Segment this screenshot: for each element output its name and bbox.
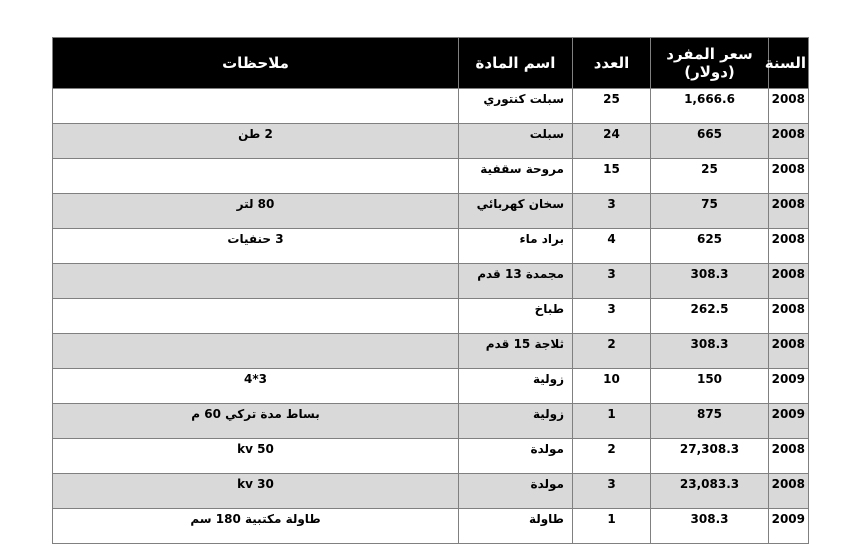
cell-unit-price: 625 bbox=[651, 229, 769, 264]
header-count: العدد bbox=[573, 38, 651, 89]
header-unit-price bbox=[651, 38, 769, 89]
cell-year: 2008 bbox=[769, 264, 809, 299]
cell-unit-price: 875 bbox=[651, 404, 769, 439]
table-row bbox=[53, 299, 809, 334]
cell-count: 2 bbox=[573, 439, 651, 474]
header-row bbox=[53, 38, 809, 89]
table-row bbox=[53, 264, 809, 299]
cell-count: 1 bbox=[573, 404, 651, 439]
cell-item: مجمدة 13 قدم bbox=[459, 264, 573, 299]
cell-item: مولدة bbox=[459, 474, 573, 509]
cell-notes bbox=[53, 159, 459, 194]
cell-count: 25 bbox=[573, 89, 651, 124]
cell-notes: 80 لتر bbox=[53, 194, 459, 229]
table-row bbox=[53, 334, 809, 369]
table-body bbox=[53, 89, 809, 544]
cell-count: 24 bbox=[573, 124, 651, 159]
header-unit-price-line2: (دولار) bbox=[684, 63, 735, 81]
cell-item: سخان كهربائي bbox=[459, 194, 573, 229]
cell-count: 15 bbox=[573, 159, 651, 194]
cell-year: 2008 bbox=[769, 194, 809, 229]
cell-year: 2008 bbox=[769, 474, 809, 509]
cell-item: زولية bbox=[459, 404, 573, 439]
cell-unit-price: 75 bbox=[651, 194, 769, 229]
cell-count: 10 bbox=[573, 369, 651, 404]
cell-unit-price: 665 bbox=[651, 124, 769, 159]
cell-count: 3 bbox=[573, 264, 651, 299]
cell-item: مولدة bbox=[459, 439, 573, 474]
cell-notes: 3 حنفيات bbox=[53, 229, 459, 264]
cell-year: 2009 bbox=[769, 509, 809, 544]
cell-notes: 30 kv bbox=[53, 474, 459, 509]
cell-count: 2 bbox=[573, 334, 651, 369]
cell-notes bbox=[53, 334, 459, 369]
equipment-table bbox=[52, 37, 809, 544]
cell-unit-price: 23,083.3 bbox=[651, 474, 769, 509]
cell-item: مروحة سقفية bbox=[459, 159, 573, 194]
cell-year: 2008 bbox=[769, 89, 809, 124]
cell-unit-price: 308.3 bbox=[651, 509, 769, 544]
table-row bbox=[53, 159, 809, 194]
table-row bbox=[53, 89, 809, 124]
cell-notes: بساط مدة تركي 60 م bbox=[53, 404, 459, 439]
cell-count: 3 bbox=[573, 194, 651, 229]
cell-count: 1 bbox=[573, 509, 651, 544]
cell-year: 2008 bbox=[769, 159, 809, 194]
cell-unit-price: 308.3 bbox=[651, 264, 769, 299]
table-row bbox=[53, 439, 809, 474]
table-row bbox=[53, 509, 809, 544]
cell-year: 2008 bbox=[769, 229, 809, 264]
table-row bbox=[53, 404, 809, 439]
cell-item: ثلاجة 15 قدم bbox=[459, 334, 573, 369]
table-row bbox=[53, 229, 809, 264]
cell-item: زولية bbox=[459, 369, 573, 404]
cell-year: 2008 bbox=[769, 439, 809, 474]
cell-notes bbox=[53, 299, 459, 334]
cell-unit-price: 1,666.6 bbox=[651, 89, 769, 124]
cell-year: 2008 bbox=[769, 124, 809, 159]
cell-notes bbox=[53, 264, 459, 299]
cell-unit-price: 308.3 bbox=[651, 334, 769, 369]
cell-notes: طاولة مكتبية 180 سم bbox=[53, 509, 459, 544]
cell-notes bbox=[53, 89, 459, 124]
cell-count: 3 bbox=[573, 474, 651, 509]
cell-year: 2008 bbox=[769, 334, 809, 369]
table-row bbox=[53, 194, 809, 229]
header-item: اسم المادة bbox=[459, 38, 573, 89]
cell-notes: 2 طن bbox=[53, 124, 459, 159]
table-row bbox=[53, 369, 809, 404]
table-row bbox=[53, 474, 809, 509]
header-notes: ملاحظات bbox=[53, 38, 459, 89]
cell-unit-price: 150 bbox=[651, 369, 769, 404]
cell-item: براد ماء bbox=[459, 229, 573, 264]
cell-unit-price: 262.5 bbox=[651, 299, 769, 334]
header-unit-price-line1: سعر المفرد bbox=[666, 45, 753, 63]
header-year: السنة bbox=[769, 38, 809, 89]
table-row bbox=[53, 124, 809, 159]
cell-item: سبلت bbox=[459, 124, 573, 159]
cell-unit-price: 27,308.3 bbox=[651, 439, 769, 474]
cell-notes: 50 kv bbox=[53, 439, 459, 474]
cell-item: سبلت كنتوري bbox=[459, 89, 573, 124]
cell-year: 2009 bbox=[769, 369, 809, 404]
cell-item: طباخ bbox=[459, 299, 573, 334]
cell-notes: 3*4 bbox=[53, 369, 459, 404]
cell-unit-price: 25 bbox=[651, 159, 769, 194]
cell-item: طاولة bbox=[459, 509, 573, 544]
cell-year: 2008 bbox=[769, 299, 809, 334]
cell-count: 4 bbox=[573, 229, 651, 264]
cell-year: 2009 bbox=[769, 404, 809, 439]
cell-count: 3 bbox=[573, 299, 651, 334]
